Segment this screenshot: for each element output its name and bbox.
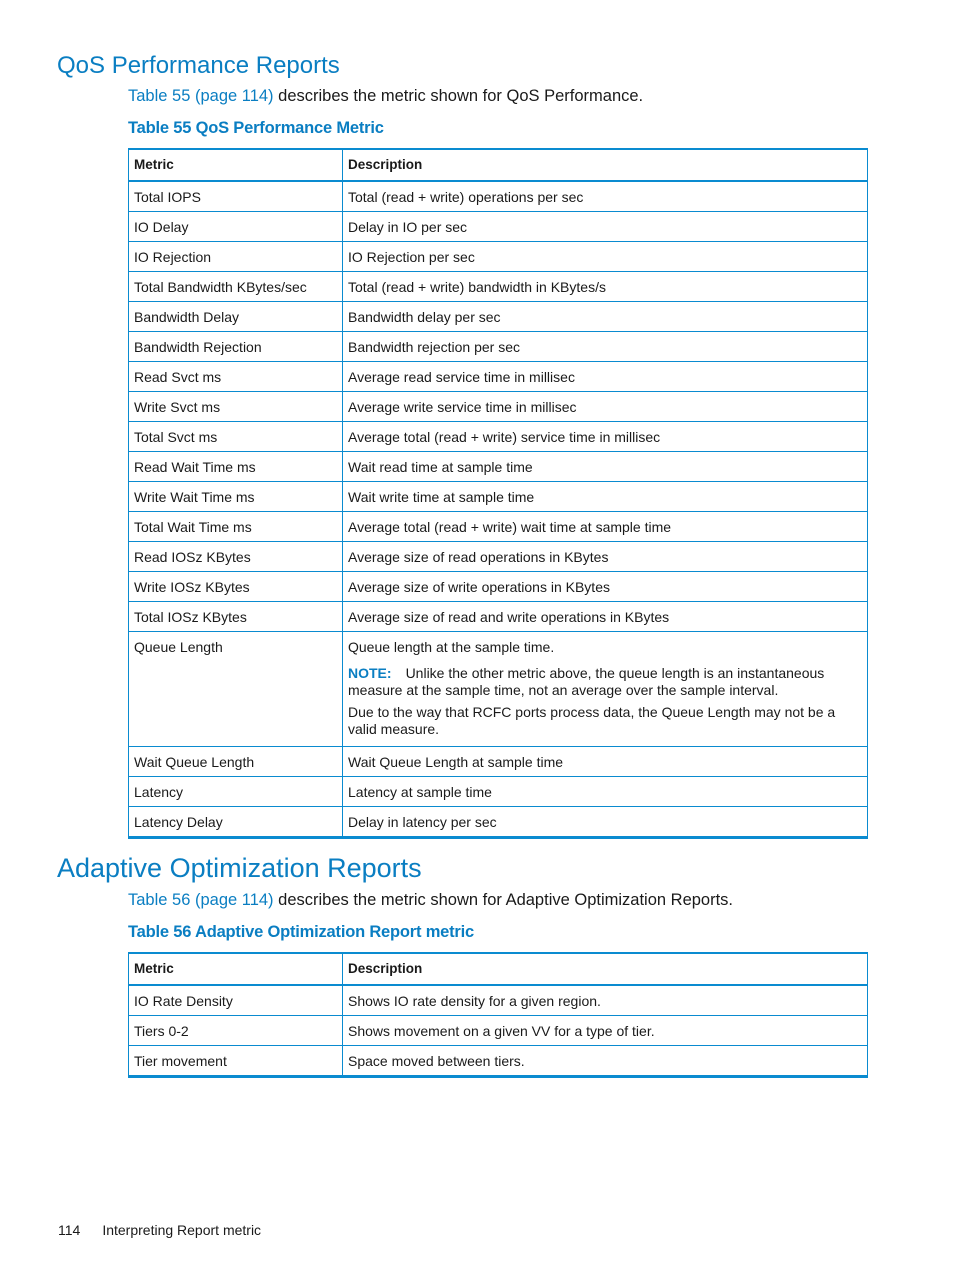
table-55-caption: Table 55 QoS Performance Metric: [128, 119, 384, 137]
table-row: [129, 572, 868, 602]
table-56-caption: Table 56 Adaptive Optimization Report metric: [128, 923, 475, 941]
metric-cell: Total IOSz KBytes: [129, 602, 343, 632]
description-cell: Wait read time at sample time: [343, 452, 868, 482]
metric-cell: Wait Queue Length: [129, 747, 343, 777]
table-row: [129, 482, 868, 512]
description-cell: Delay in IO per sec: [343, 212, 868, 242]
metric-cell: Write IOSz KBytes: [129, 572, 343, 602]
description-cell: Average write service time in millisec: [343, 392, 868, 422]
description-cell: Bandwidth rejection per sec: [343, 332, 868, 362]
description-cell: [343, 632, 868, 747]
table-row: [129, 807, 868, 838]
table-row: [129, 242, 868, 272]
metric-cell: Bandwidth Delay: [129, 302, 343, 332]
metric-cell: Total IOPS: [129, 181, 343, 212]
metric-cell: Total Wait Time ms: [129, 512, 343, 542]
metric-cell: IO Delay: [129, 212, 343, 242]
metric-cell: Write Wait Time ms: [129, 482, 343, 512]
description-cell: Average size of read and write operations in KBytes: [343, 602, 868, 632]
metric-cell: Tiers 0-2: [129, 1016, 343, 1046]
description-cell: Wait write time at sample time: [343, 482, 868, 512]
description-cell: Average total (read + write) wait time at sample time: [343, 512, 868, 542]
table-row: [129, 181, 868, 212]
table-row: [129, 422, 868, 452]
ao-intro: [128, 891, 733, 910]
metric-cell: Queue Length: [129, 632, 343, 747]
note-label: NOTE:: [348, 665, 392, 681]
table-row: [129, 332, 868, 362]
note-block: [348, 665, 862, 699]
metric-cell: Total Bandwidth KBytes/sec: [129, 272, 343, 302]
description-cell: IO Rejection per sec: [343, 242, 868, 272]
footer-section-title: Interpreting Report metric: [102, 1222, 262, 1238]
table-56-link[interactable]: Table 56 (page 114): [128, 891, 274, 909]
table-55-link[interactable]: Table 55 (page 114): [128, 87, 274, 105]
page-number: 114: [58, 1222, 81, 1238]
column-header-metric: Metric: [129, 149, 343, 181]
ao-heading: Adaptive Optimization Reports: [57, 853, 422, 883]
qos-heading: QoS Performance Reports: [57, 52, 340, 79]
description-cell: Average size of read operations in KBytes: [343, 542, 868, 572]
metric-cell: Tier movement: [129, 1046, 343, 1077]
description-cell: Average read service time in millisec: [343, 362, 868, 392]
description-cell: Average total (read + write) service time in millisec: [343, 422, 868, 452]
table-row: [129, 512, 868, 542]
metric-cell: IO Rate Density: [129, 985, 343, 1016]
description-cell: Total (read + write) operations per sec: [343, 181, 868, 212]
description-cell: Space moved between tiers.: [343, 1046, 868, 1077]
table-row: [129, 602, 868, 632]
queue-length-description: Queue length at the sample time.: [348, 639, 555, 655]
description-cell: Total (read + write) bandwidth in KBytes/s: [343, 272, 868, 302]
metric-cell: Write Svct ms: [129, 392, 343, 422]
table-header-row: [129, 149, 868, 181]
column-header-metric: Metric: [129, 953, 343, 985]
table-row: [129, 362, 868, 392]
table-row: [129, 212, 868, 242]
metric-cell: Total Svct ms: [129, 422, 343, 452]
column-header-description: Description: [343, 953, 868, 985]
table-row: [129, 1046, 868, 1077]
page-footer: [58, 1222, 261, 1238]
table-row: [129, 1016, 868, 1046]
qos-metric-table: [128, 148, 868, 839]
table-row: [129, 542, 868, 572]
metric-cell: Latency: [129, 777, 343, 807]
note-text: Unlike the other metric above, the queue length is an instantaneous measure at the sample time, not an average over the sample interval.: [348, 665, 825, 698]
metric-cell: Bandwidth Rejection: [129, 332, 343, 362]
ao-intro-text: describes the metric shown for Adaptive Optimization Reports.: [273, 891, 734, 909]
description-cell: Bandwidth delay per sec: [343, 302, 868, 332]
table-row: [129, 302, 868, 332]
ao-metric-table: [128, 952, 868, 1078]
description-cell: Wait Queue Length at sample time: [343, 747, 868, 777]
metric-cell: Read IOSz KBytes: [129, 542, 343, 572]
table-row: [129, 392, 868, 422]
description-cell: Average size of write operations in KBytes: [343, 572, 868, 602]
metric-cell: Read Wait Time ms: [129, 452, 343, 482]
metric-cell: Latency Delay: [129, 807, 343, 838]
qos-intro: [128, 87, 643, 106]
table-row: [129, 452, 868, 482]
table-row-queue-length: [129, 632, 868, 747]
metric-cell: Read Svct ms: [129, 362, 343, 392]
note-extra-text: Due to the way that RCFC ports process data, the Queue Length may not be a valid measure.: [348, 704, 836, 737]
description-cell: Shows movement on a given VV for a type of tier.: [343, 1016, 868, 1046]
table-row: [129, 777, 868, 807]
table-header-row: [129, 953, 868, 985]
description-cell: Latency at sample time: [343, 777, 868, 807]
table-row: [129, 985, 868, 1016]
metric-cell: IO Rejection: [129, 242, 343, 272]
qos-intro-text: describes the metric shown for QoS Performance.: [273, 87, 644, 105]
column-header-description: Description: [343, 149, 868, 181]
description-cell: Shows IO rate density for a given region.: [343, 985, 868, 1016]
table-row: [129, 272, 868, 302]
description-cell: Delay in latency per sec: [343, 807, 868, 838]
table-row: [129, 747, 868, 777]
